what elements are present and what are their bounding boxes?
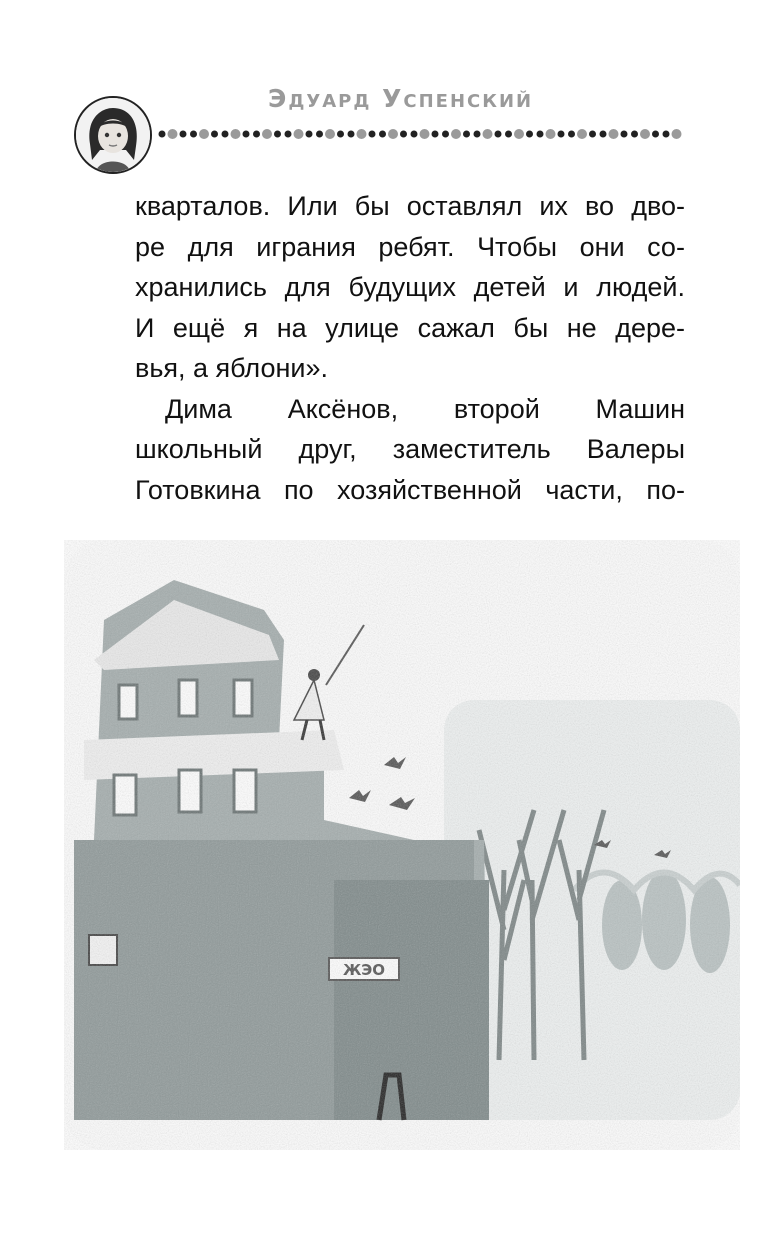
divider-dot (348, 131, 355, 138)
text-line (135, 227, 685, 268)
divider-dot (663, 131, 670, 138)
girl-portrait-icon (76, 98, 150, 172)
word: сажал (417, 312, 495, 343)
divider-dot (262, 129, 272, 139)
text-line (135, 186, 685, 227)
word: играния (256, 231, 356, 262)
word: для (284, 272, 331, 302)
divider-dot (463, 131, 470, 138)
word: улице (325, 312, 400, 343)
book-illustration (64, 540, 740, 1150)
divider-dot (589, 131, 596, 138)
word: Аксёнов, (287, 393, 399, 424)
word: не (566, 312, 597, 343)
divider-dot (253, 131, 260, 138)
divider-dot (577, 129, 587, 139)
divider-dot (294, 129, 304, 139)
word: ещё (172, 312, 226, 343)
text-line (135, 470, 685, 511)
divider-dot (420, 129, 430, 139)
divider-dot (537, 131, 544, 138)
word: будущих (348, 272, 456, 302)
word: для (187, 231, 234, 262)
divider-dot (159, 131, 166, 138)
divider-dot (190, 131, 197, 138)
divider-dot (388, 129, 398, 139)
divider-dot (180, 131, 187, 138)
divider-dot (474, 131, 481, 138)
word: заместитель (392, 434, 551, 464)
word: они (579, 231, 625, 262)
word: хранились (135, 272, 267, 302)
divider-dot (222, 131, 229, 138)
divider-dot (600, 131, 607, 138)
divider-dot (316, 131, 323, 138)
divider-dot (369, 131, 376, 138)
word: я (243, 312, 259, 343)
divider-dot (652, 131, 659, 138)
word: по- (646, 474, 685, 505)
word: школьный (135, 434, 263, 464)
divider-dot (337, 131, 344, 138)
divider-dot (168, 129, 178, 139)
word: части, (545, 474, 623, 505)
word: кварталов. (135, 191, 271, 221)
divider-dot (568, 131, 575, 138)
divider-dot (526, 131, 533, 138)
divider-dot (325, 129, 335, 139)
divider-dot (306, 131, 313, 138)
divider-dot (285, 131, 292, 138)
divider-dot (546, 129, 556, 139)
dotted-divider (156, 126, 686, 142)
word: ре (135, 231, 166, 262)
word: хозяйственной (337, 474, 522, 505)
divider-dot (631, 131, 638, 138)
text-line (135, 389, 685, 430)
word: со- (647, 231, 685, 262)
divider-dot (505, 131, 512, 138)
divider-dot (357, 129, 367, 139)
divider-dot (231, 129, 241, 139)
divider-dot (379, 131, 386, 138)
divider-dot (621, 131, 628, 138)
author-name: Эдуард Успенский (268, 84, 534, 113)
text-line (135, 308, 685, 349)
divider-dot (274, 131, 281, 138)
divider-dot (442, 131, 449, 138)
page-header (0, 0, 768, 175)
word: бы (513, 312, 549, 343)
divider-dot (558, 131, 565, 138)
word: И (135, 312, 155, 343)
word: бы (354, 191, 390, 221)
word: их (539, 191, 568, 221)
word: Машин (595, 393, 685, 424)
word: дере- (615, 312, 685, 343)
divider-dot (400, 131, 407, 138)
divider-dot (211, 131, 218, 138)
word: ребят. (378, 231, 455, 262)
text-line (135, 429, 685, 470)
word: и (563, 272, 579, 302)
word: людей. (596, 272, 685, 302)
word: Дима (165, 393, 232, 424)
word: детей (473, 272, 546, 302)
divider-dot (451, 129, 461, 139)
word: второй (453, 393, 540, 424)
divider-dot (199, 129, 209, 139)
divider-dot (483, 129, 493, 139)
word: Готовкина (135, 474, 261, 505)
word: оставлял (406, 191, 523, 221)
word: по (283, 474, 314, 505)
text-line (135, 267, 685, 308)
page-text (135, 186, 685, 510)
divider-dot (609, 129, 619, 139)
divider-dot (672, 129, 682, 139)
divider-dot (243, 131, 250, 138)
word: дво- (631, 191, 685, 221)
divider-dot (432, 131, 439, 138)
divider-dot (411, 131, 418, 138)
divider-dot (495, 131, 502, 138)
word: Или (287, 191, 338, 221)
divider-dot (514, 129, 524, 139)
avatar (74, 96, 152, 174)
word: во (585, 191, 615, 221)
divider-dot (640, 129, 650, 139)
word: друг, (298, 434, 357, 464)
text-line: вья, а яблони». (135, 353, 329, 383)
word: Валеры (586, 434, 685, 464)
word: на (276, 312, 307, 343)
word: Чтобы (477, 231, 558, 262)
